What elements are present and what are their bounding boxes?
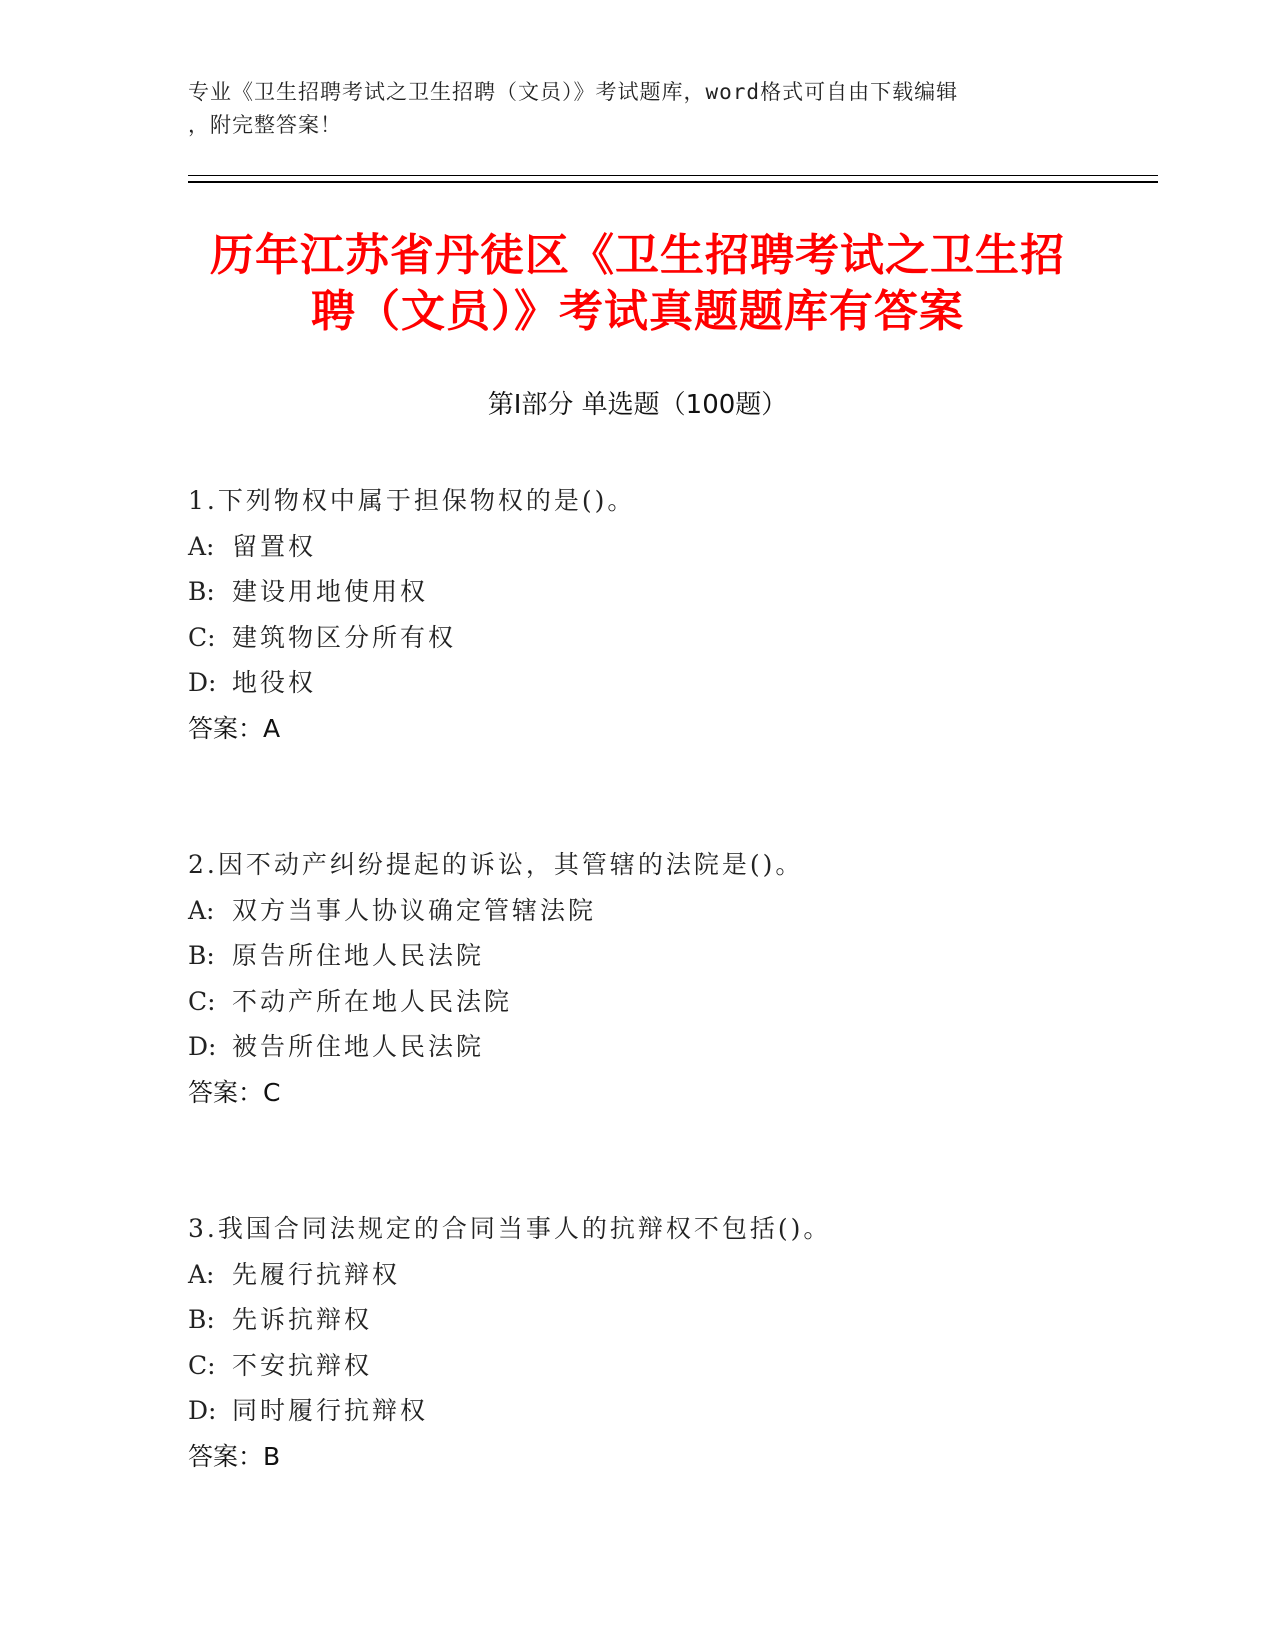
option-c	[188, 615, 1158, 661]
option-d	[188, 660, 1158, 706]
option-d	[188, 1024, 1158, 1070]
question-1	[188, 478, 1158, 751]
header-divider-thick	[188, 181, 1158, 183]
answer: 答案：A	[188, 713, 281, 743]
option-label: D:	[188, 668, 217, 697]
question-list	[188, 478, 1158, 1570]
option-text: 地役权	[232, 668, 317, 697]
option-text: 不动产所在地人民法院	[232, 986, 513, 1016]
option-label: D:	[188, 1396, 217, 1425]
question-stem: 3.我国合同法规定的合同当事人的抗辩权不包括()。	[188, 1214, 832, 1243]
header-divider-thin	[188, 175, 1158, 176]
option-text: 原告所住地人民法院	[232, 941, 485, 970]
question-3	[188, 1206, 1158, 1479]
option-a	[188, 888, 1158, 934]
option-d	[188, 1388, 1158, 1434]
option-label: A:	[188, 895, 215, 925]
answer: 答案：C	[188, 1077, 281, 1107]
option-label: B:	[188, 577, 215, 606]
document-title	[150, 228, 1125, 340]
option-label: C:	[188, 986, 216, 1016]
question-stem: 2.因不动产纠纷提起的诉讼，其管辖的法院是()。	[188, 850, 804, 879]
option-text: 先诉抗辩权	[232, 1305, 373, 1334]
header-note	[188, 76, 1068, 142]
option-text: 建设用地使用权	[232, 577, 429, 606]
option-a	[188, 1252, 1158, 1298]
option-text: 先履行抗辩权	[232, 1259, 401, 1289]
option-b	[188, 933, 1158, 979]
question-2	[188, 842, 1158, 1115]
document-title-line1: 历年江苏省丹徒区《卫生招聘考试之卫生招	[210, 230, 1065, 281]
answer: 答案：B	[188, 1441, 281, 1471]
option-label: C:	[188, 622, 216, 652]
header-note-line1: 专业《卫生招聘考试之卫生招聘（文员）》考试题库，word格式可自由下载编辑	[188, 80, 959, 104]
option-label: A:	[188, 1259, 215, 1289]
option-label: B:	[188, 1305, 215, 1334]
option-label: C:	[188, 1350, 216, 1380]
option-b	[188, 1297, 1158, 1343]
option-text: 被告所住地人民法院	[232, 1032, 485, 1061]
section-heading: 第Ⅰ部分 单选题（100题）	[487, 390, 788, 420]
option-text: 同时履行抗辩权	[232, 1396, 429, 1425]
option-label: D:	[188, 1032, 217, 1061]
option-label: A:	[188, 531, 215, 561]
option-c	[188, 1343, 1158, 1389]
document-title-line2: 聘（文员）》考试真题题库有答案	[311, 286, 964, 337]
option-c	[188, 979, 1158, 1025]
header-note-line2: ，附完整答案！	[188, 113, 342, 137]
option-text: 双方当事人协议确定管辖法院	[232, 895, 597, 925]
option-b	[188, 569, 1158, 615]
option-text: 建筑物区分所有权	[232, 622, 457, 652]
option-label: B:	[188, 941, 215, 970]
option-text: 留置权	[232, 531, 317, 561]
question-stem: 1.下列物权中属于担保物权的是()。	[188, 486, 636, 515]
option-text: 不安抗辩权	[232, 1350, 373, 1380]
option-a	[188, 524, 1158, 570]
